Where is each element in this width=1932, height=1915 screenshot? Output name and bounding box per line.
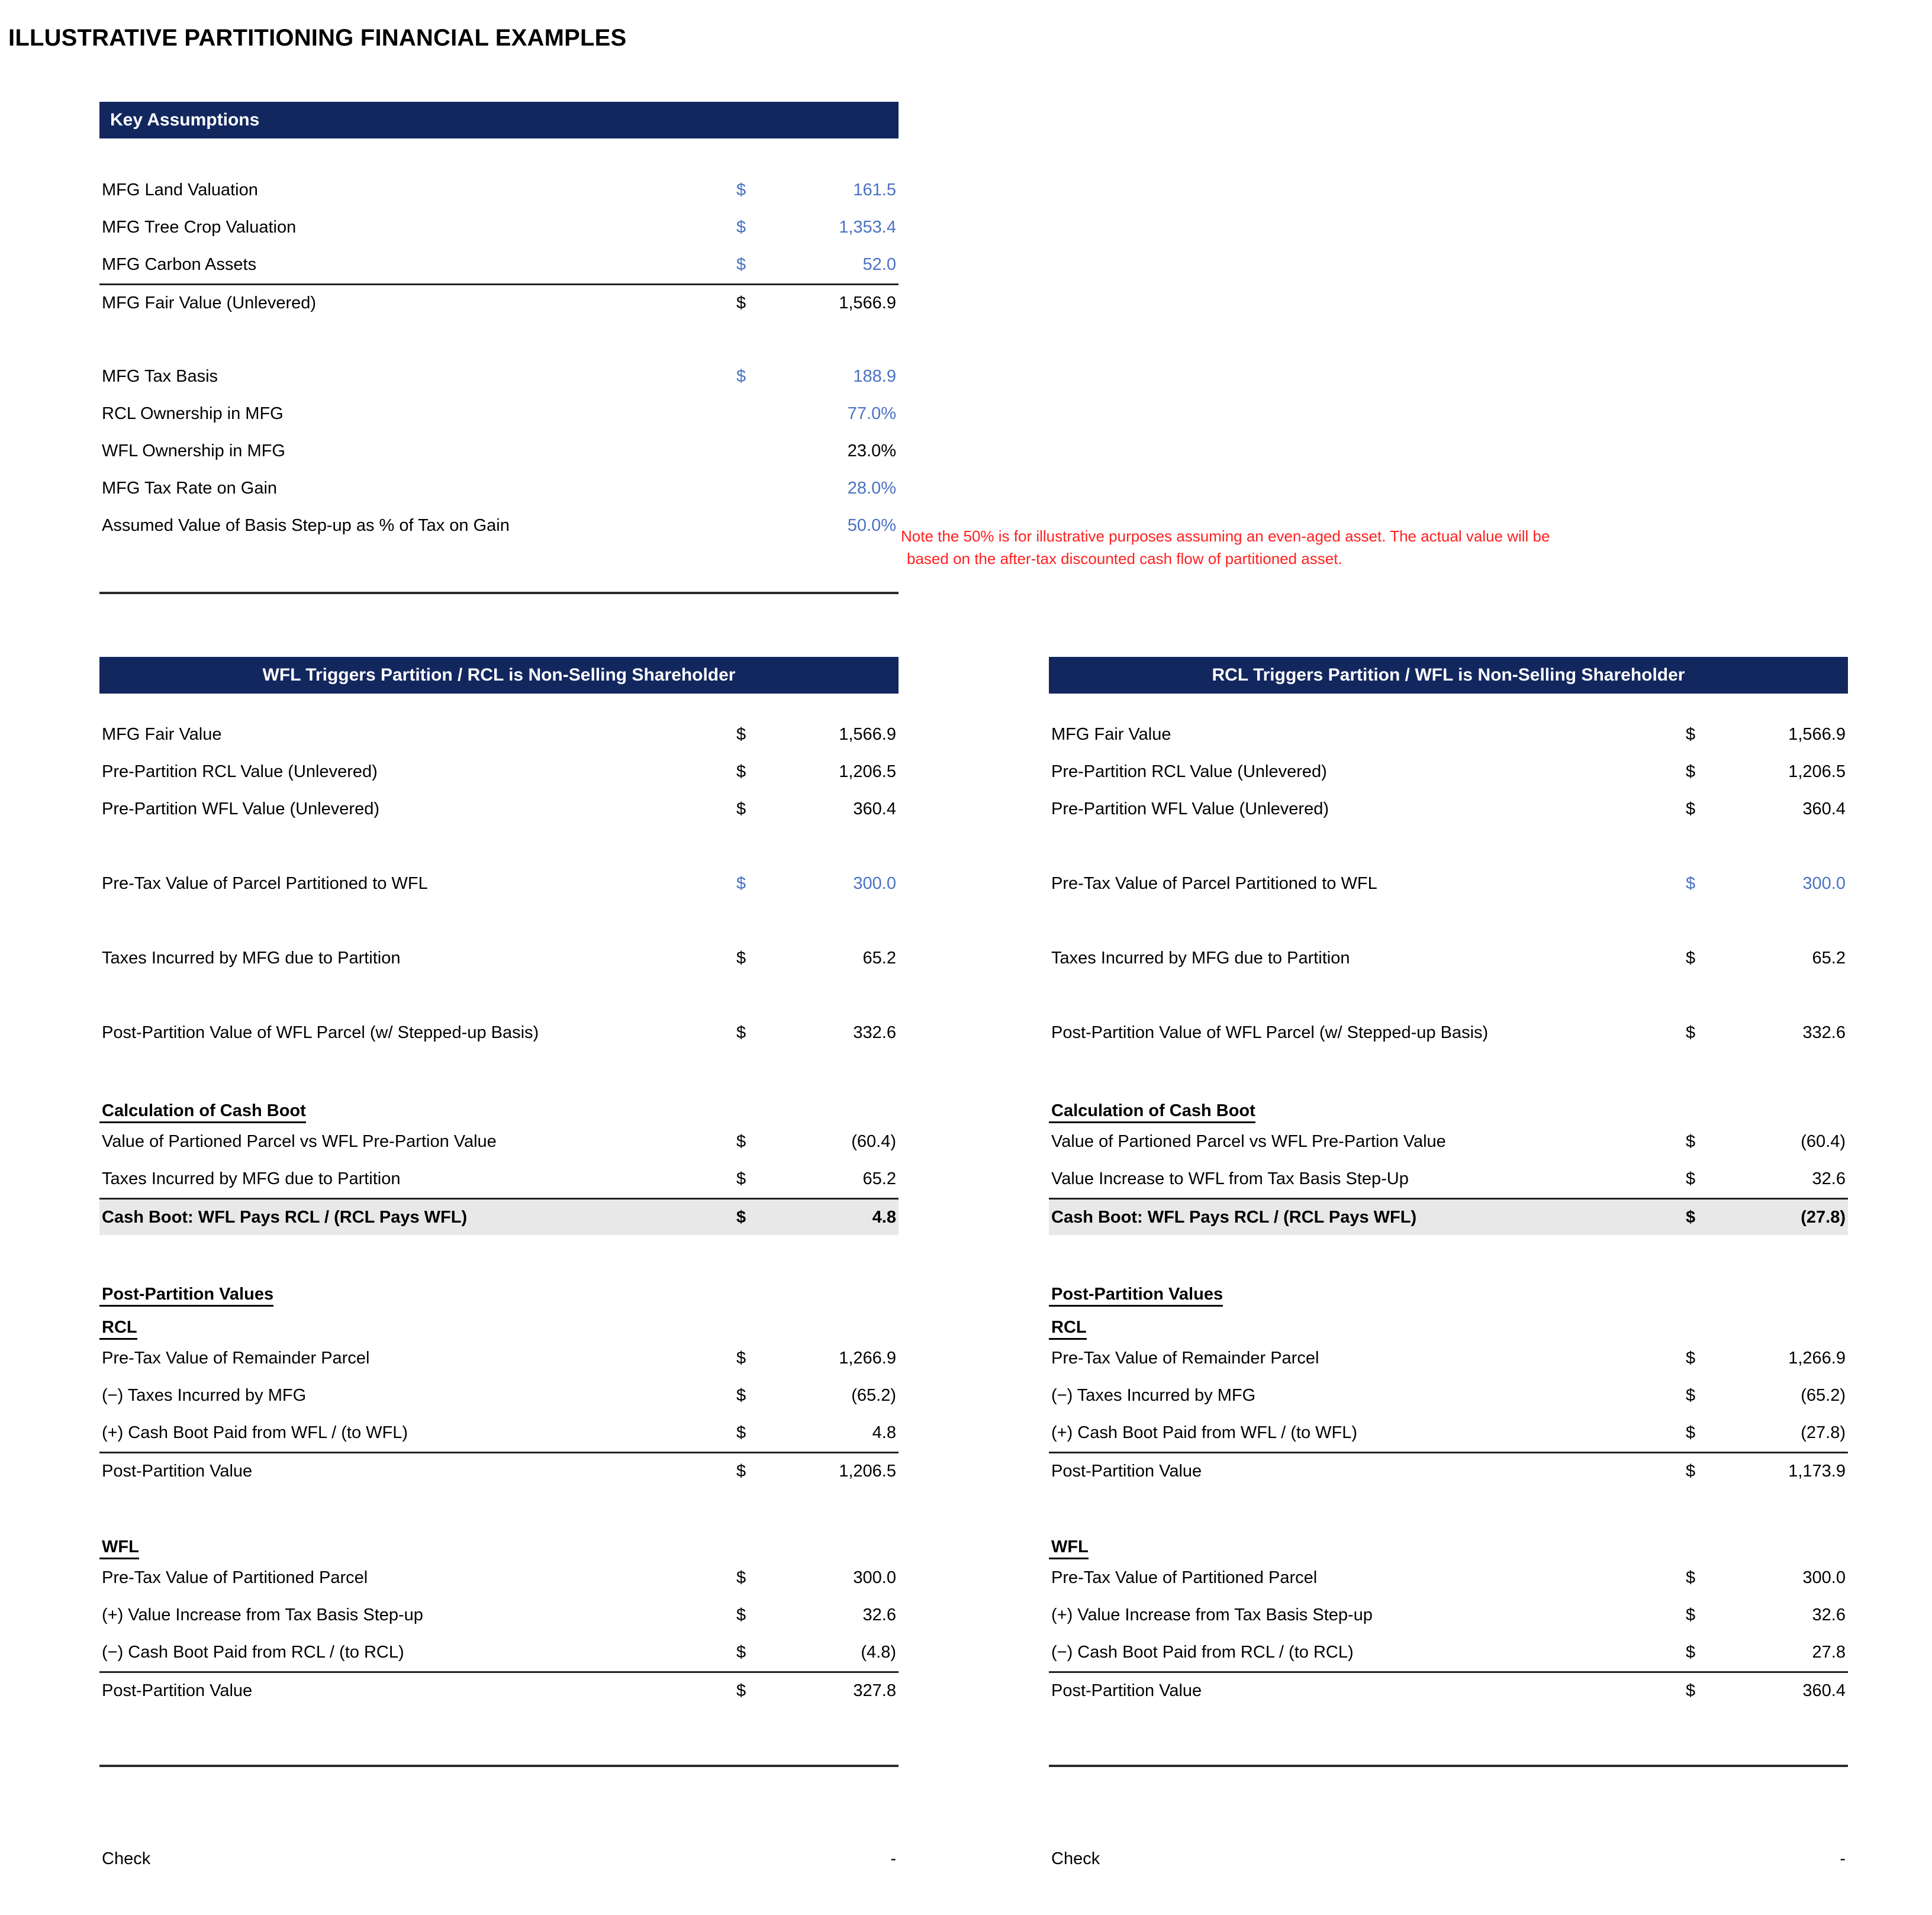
row-value: 50.0% bbox=[847, 516, 896, 535]
currency-symbol: $ bbox=[736, 180, 746, 199]
currency-symbol: $ bbox=[736, 1386, 746, 1405]
scenario-right-check-row bbox=[1049, 1840, 1848, 1878]
currency-symbol: $ bbox=[1686, 874, 1696, 893]
currency-symbol: $ bbox=[1686, 949, 1696, 968]
currency-symbol: $ bbox=[736, 1132, 746, 1151]
currency-symbol: $ bbox=[736, 1349, 746, 1368]
scenario-left-section bbox=[99, 657, 899, 1708]
table-row bbox=[1049, 716, 1848, 753]
row-value: 1,206.5 bbox=[1788, 762, 1846, 781]
scenario-right-section bbox=[1049, 657, 1848, 1708]
currency-symbol: $ bbox=[1686, 1207, 1696, 1227]
table-row-post-parcel bbox=[1049, 1014, 1848, 1052]
row-value: 1,266.9 bbox=[1788, 1349, 1846, 1368]
row-label: (+) Cash Boot Paid from WFL / (to WFL) bbox=[102, 1423, 408, 1442]
table-row bbox=[1049, 1123, 1848, 1160]
table-row bbox=[1049, 1340, 1848, 1377]
row-value: 300.0 bbox=[853, 1568, 896, 1587]
row-label: Assumed Value of Basis Step-up as % of Tax on Gain bbox=[102, 516, 510, 535]
table-row bbox=[99, 1340, 899, 1377]
row-label: (+) Value Increase from Tax Basis Step-up bbox=[1051, 1605, 1373, 1624]
row-spacer bbox=[99, 1489, 899, 1526]
row-value: 1,173.9 bbox=[1788, 1461, 1846, 1481]
table-row-taxes-incurred bbox=[1049, 940, 1848, 977]
row-value: (60.4) bbox=[1801, 1132, 1846, 1151]
currency-symbol: $ bbox=[736, 218, 746, 237]
row-label: Pre-Tax Value of Parcel Partitioned to WFL bbox=[1051, 874, 1377, 893]
row-value: 65.2 bbox=[1812, 949, 1846, 968]
row-label: MFG Fair Value bbox=[1051, 725, 1171, 744]
row-value: - bbox=[890, 1849, 896, 1868]
section-heading: Calculation of Cash Boot bbox=[99, 1101, 306, 1123]
currency-symbol: $ bbox=[736, 1643, 746, 1662]
table-row-pretax-parcel bbox=[1049, 865, 1848, 902]
currency-symbol: $ bbox=[736, 725, 746, 744]
table-row bbox=[99, 791, 899, 828]
row-value: 300.0 bbox=[1802, 1568, 1846, 1587]
currency-symbol: $ bbox=[1686, 1423, 1696, 1442]
row-label: Cash Boot: WFL Pays RCL / (RCL Pays WFL) bbox=[102, 1207, 468, 1227]
row-value: 1,566.9 bbox=[839, 293, 896, 312]
row-label: Check bbox=[1051, 1849, 1100, 1868]
table-row bbox=[1049, 1160, 1848, 1198]
row-value: 1,266.9 bbox=[839, 1349, 896, 1368]
row-spacer bbox=[99, 828, 899, 865]
table-row-pretax-parcel bbox=[99, 865, 899, 902]
row-label: MFG Fair Value bbox=[102, 725, 222, 744]
row-label: RCL Ownership in MFG bbox=[102, 404, 284, 423]
table-row bbox=[1049, 1634, 1848, 1671]
rcl-total-row bbox=[1049, 1452, 1848, 1489]
section-heading: Calculation of Cash Boot bbox=[1049, 1101, 1255, 1123]
row-value: 32.6 bbox=[1812, 1169, 1846, 1188]
post-partition-values-heading bbox=[99, 1272, 899, 1307]
currency-symbol: $ bbox=[1686, 1568, 1696, 1587]
currency-symbol: $ bbox=[1686, 1023, 1696, 1042]
section-subheading: RCL bbox=[1049, 1318, 1087, 1340]
scenario-right-bottom-rule bbox=[1049, 1765, 1848, 1767]
row-label: Check bbox=[102, 1849, 151, 1868]
scenario-left-check-row bbox=[99, 1840, 899, 1878]
wfl-subheading bbox=[99, 1526, 899, 1559]
cash-boot-heading bbox=[1049, 1089, 1848, 1123]
row-spacer bbox=[99, 1235, 899, 1272]
row-value: 1,206.5 bbox=[839, 762, 896, 781]
cash-boot-total-row bbox=[99, 1198, 899, 1235]
row-spacer bbox=[1049, 977, 1848, 1014]
currency-symbol: $ bbox=[1686, 762, 1696, 781]
post-partition-values-heading bbox=[1049, 1272, 1848, 1307]
row-label: (+) Value Increase from Tax Basis Step-up bbox=[102, 1605, 423, 1624]
table-row bbox=[99, 1377, 899, 1414]
row-value: 161.5 bbox=[853, 180, 896, 199]
assumption-row bbox=[99, 358, 899, 395]
row-label: MFG Tax Rate on Gain bbox=[102, 479, 278, 498]
key-assumptions-banner: Key Assumptions bbox=[99, 102, 899, 138]
section-heading: Post-Partition Values bbox=[99, 1285, 273, 1307]
row-value: 1,566.9 bbox=[1788, 725, 1846, 744]
row-label: (−) Taxes Incurred by MFG bbox=[102, 1386, 307, 1405]
currency-symbol: $ bbox=[736, 949, 746, 968]
table-row bbox=[99, 753, 899, 791]
table-row-taxes-incurred bbox=[99, 940, 899, 977]
rcl-subheading bbox=[1049, 1307, 1848, 1340]
currency-symbol: $ bbox=[1686, 1386, 1696, 1405]
page-title: ILLUSTRATIVE PARTITIONING FINANCIAL EXAMPLES bbox=[8, 25, 627, 51]
row-value: 65.2 bbox=[862, 949, 896, 968]
row-value: 300.0 bbox=[853, 874, 896, 893]
assumption-row bbox=[99, 470, 899, 507]
row-value: 52.0 bbox=[862, 255, 896, 274]
row-value: 32.6 bbox=[1812, 1605, 1846, 1624]
table-row bbox=[99, 1559, 899, 1597]
wfl-subheading bbox=[1049, 1526, 1848, 1559]
assumption-row bbox=[99, 209, 899, 246]
row-label: Post-Partition Value of WFL Parcel (w/ Stepped-up Basis) bbox=[1051, 1023, 1489, 1042]
row-label: MFG Carbon Assets bbox=[102, 255, 257, 274]
illustrative-note bbox=[901, 526, 1824, 570]
row-label: Value Increase to WFL from Tax Basis Step-Up bbox=[1051, 1169, 1409, 1188]
currency-symbol: $ bbox=[736, 1023, 746, 1042]
table-row bbox=[1049, 1414, 1848, 1452]
row-value: (65.2) bbox=[851, 1386, 896, 1405]
row-spacer bbox=[99, 977, 899, 1014]
check-row bbox=[99, 1840, 899, 1878]
scenario-left-banner: WFL Triggers Partition / RCL is Non-Selling Shareholder bbox=[99, 657, 899, 694]
row-value: - bbox=[1840, 1849, 1846, 1868]
currency-symbol: $ bbox=[736, 1423, 746, 1442]
section-subheading: WFL bbox=[99, 1537, 139, 1559]
currency-symbol: $ bbox=[736, 1169, 746, 1188]
row-label: (−) Cash Boot Paid from RCL / (to RCL) bbox=[1051, 1643, 1354, 1662]
wfl-total-row bbox=[99, 1671, 899, 1708]
currency-symbol: $ bbox=[736, 1568, 746, 1587]
check-row bbox=[1049, 1840, 1848, 1878]
row-label: Taxes Incurred by MFG due to Partition bbox=[102, 1169, 401, 1188]
row-value: 32.6 bbox=[862, 1605, 896, 1624]
assumption-row bbox=[99, 507, 899, 544]
assumptions-bottom-rule bbox=[99, 592, 899, 594]
row-value: 77.0% bbox=[847, 404, 896, 423]
wfl-total-row bbox=[1049, 1671, 1848, 1708]
row-label: MFG Tree Crop Valuation bbox=[102, 218, 297, 237]
table-row bbox=[99, 1123, 899, 1160]
currency-symbol: $ bbox=[736, 255, 746, 274]
table-row bbox=[1049, 1559, 1848, 1597]
assumption-row bbox=[99, 246, 899, 283]
row-label: Pre-Tax Value of Remainder Parcel bbox=[1051, 1349, 1319, 1368]
row-label: Pre-Tax Value of Remainder Parcel bbox=[102, 1349, 370, 1368]
row-label: Post-Partition Value bbox=[102, 1681, 253, 1700]
row-value: 28.0% bbox=[847, 479, 896, 498]
row-label: Cash Boot: WFL Pays RCL / (RCL Pays WFL) bbox=[1051, 1207, 1417, 1227]
row-value: 360.4 bbox=[1802, 1681, 1846, 1700]
note-line-2: based on the after-tax discounted cash flow of partitioned asset. bbox=[907, 549, 1342, 568]
row-value: 360.4 bbox=[853, 799, 896, 818]
assumption-row bbox=[99, 395, 899, 433]
section-heading: Post-Partition Values bbox=[1049, 1285, 1223, 1307]
row-spacer bbox=[1049, 1235, 1848, 1272]
row-value: (65.2) bbox=[1801, 1386, 1846, 1405]
table-row bbox=[1049, 753, 1848, 791]
row-label: (−) Taxes Incurred by MFG bbox=[1051, 1386, 1256, 1405]
currency-symbol: $ bbox=[736, 1461, 746, 1481]
currency-symbol: $ bbox=[736, 799, 746, 818]
row-value: 188.9 bbox=[853, 367, 896, 386]
currency-symbol: $ bbox=[1686, 1461, 1696, 1481]
row-value: 4.8 bbox=[872, 1423, 896, 1442]
table-row bbox=[99, 1634, 899, 1671]
row-value: (27.8) bbox=[1801, 1423, 1846, 1442]
row-value: 332.6 bbox=[1802, 1023, 1846, 1042]
row-spacer bbox=[1049, 1052, 1848, 1089]
table-row bbox=[1049, 1377, 1848, 1414]
row-value: 360.4 bbox=[1802, 799, 1846, 818]
currency-symbol: $ bbox=[736, 1605, 746, 1624]
key-assumptions-section bbox=[99, 102, 899, 544]
currency-symbol: $ bbox=[736, 293, 746, 312]
row-value: 23.0% bbox=[847, 441, 896, 460]
row-label: Post-Partition Value of WFL Parcel (w/ Stepped-up Basis) bbox=[102, 1023, 539, 1042]
table-row bbox=[1049, 791, 1848, 828]
currency-symbol: $ bbox=[1686, 1132, 1696, 1151]
rcl-total-row bbox=[99, 1452, 899, 1489]
scenario-left-bottom-rule bbox=[99, 1765, 899, 1767]
table-row bbox=[1049, 1597, 1848, 1634]
row-label: Pre-Tax Value of Parcel Partitioned to WFL bbox=[102, 874, 428, 893]
row-value: (60.4) bbox=[851, 1132, 896, 1151]
row-label: Pre-Partition RCL Value (Unlevered) bbox=[1051, 762, 1327, 781]
cash-boot-heading bbox=[99, 1089, 899, 1123]
assumption-row bbox=[99, 172, 899, 209]
row-value: 300.0 bbox=[1802, 874, 1846, 893]
row-label: MFG Land Valuation bbox=[102, 180, 258, 199]
rcl-subheading bbox=[99, 1307, 899, 1340]
currency-symbol: $ bbox=[736, 1681, 746, 1700]
currency-symbol: $ bbox=[1686, 1605, 1696, 1624]
row-value: 332.6 bbox=[853, 1023, 896, 1042]
currency-symbol: $ bbox=[1686, 725, 1696, 744]
currency-symbol: $ bbox=[736, 762, 746, 781]
currency-symbol: $ bbox=[1686, 1349, 1696, 1368]
row-label: Taxes Incurred by MFG due to Partition bbox=[1051, 949, 1350, 968]
row-label: Value of Partioned Parcel vs WFL Pre-Partion Value bbox=[102, 1132, 497, 1151]
row-label: Post-Partition Value bbox=[1051, 1461, 1202, 1481]
table-row bbox=[99, 1414, 899, 1452]
row-label: MFG Tax Basis bbox=[102, 367, 218, 386]
currency-symbol: $ bbox=[1686, 1681, 1696, 1700]
scenario-right-banner: RCL Triggers Partition / WFL is Non-Selling Shareholder bbox=[1049, 657, 1848, 694]
row-label: Value of Partioned Parcel vs WFL Pre-Partion Value bbox=[1051, 1132, 1446, 1151]
currency-symbol: $ bbox=[736, 1207, 746, 1227]
row-label: Pre-Tax Value of Partitioned Parcel bbox=[1051, 1568, 1318, 1587]
row-label: (+) Cash Boot Paid from WFL / (to WFL) bbox=[1051, 1423, 1358, 1442]
row-value: 27.8 bbox=[1812, 1643, 1846, 1662]
row-label: (−) Cash Boot Paid from RCL / (to RCL) bbox=[102, 1643, 404, 1662]
assumption-subtotal-row bbox=[99, 283, 899, 321]
note-line-1: Note the 50% is for illustrative purposes assuming an even-aged asset. The actual value will be bbox=[901, 527, 1550, 545]
row-value: 1,353.4 bbox=[839, 218, 896, 237]
table-row-post-parcel bbox=[99, 1014, 899, 1052]
row-label: WFL Ownership in MFG bbox=[102, 441, 285, 460]
table-row bbox=[99, 716, 899, 753]
row-label: MFG Fair Value (Unlevered) bbox=[102, 293, 317, 312]
currency-symbol: $ bbox=[736, 367, 746, 386]
row-spacer bbox=[99, 1052, 899, 1089]
row-label: Taxes Incurred by MFG due to Partition bbox=[102, 949, 401, 968]
row-label: Pre-Partition RCL Value (Unlevered) bbox=[102, 762, 378, 781]
row-value: 327.8 bbox=[853, 1681, 896, 1700]
currency-symbol: $ bbox=[1686, 1643, 1696, 1662]
section-subheading: WFL bbox=[1049, 1537, 1089, 1559]
row-value: (4.8) bbox=[861, 1643, 896, 1662]
row-value: 1,566.9 bbox=[839, 725, 896, 744]
row-spacer bbox=[1049, 902, 1848, 940]
section-subheading: RCL bbox=[99, 1318, 137, 1340]
currency-symbol: $ bbox=[1686, 799, 1696, 818]
row-label: Post-Partition Value bbox=[1051, 1681, 1202, 1700]
row-label: Pre-Partition WFL Value (Unlevered) bbox=[102, 799, 379, 818]
cash-boot-total-row bbox=[1049, 1198, 1848, 1235]
row-value: 1,206.5 bbox=[839, 1461, 896, 1481]
row-value: 65.2 bbox=[862, 1169, 896, 1188]
row-value: 4.8 bbox=[872, 1207, 896, 1227]
row-label: Post-Partition Value bbox=[102, 1461, 253, 1481]
table-row bbox=[99, 1160, 899, 1198]
assumption-row bbox=[99, 433, 899, 470]
row-label: Pre-Tax Value of Partitioned Parcel bbox=[102, 1568, 368, 1587]
currency-symbol: $ bbox=[1686, 1169, 1696, 1188]
row-spacer bbox=[1049, 828, 1848, 865]
row-spacer bbox=[1049, 1489, 1848, 1526]
row-spacer bbox=[99, 321, 899, 358]
row-spacer bbox=[99, 902, 899, 940]
table-row bbox=[99, 1597, 899, 1634]
row-label: Pre-Partition WFL Value (Unlevered) bbox=[1051, 799, 1329, 818]
currency-symbol: $ bbox=[736, 874, 746, 893]
row-value: (27.8) bbox=[1801, 1207, 1846, 1227]
